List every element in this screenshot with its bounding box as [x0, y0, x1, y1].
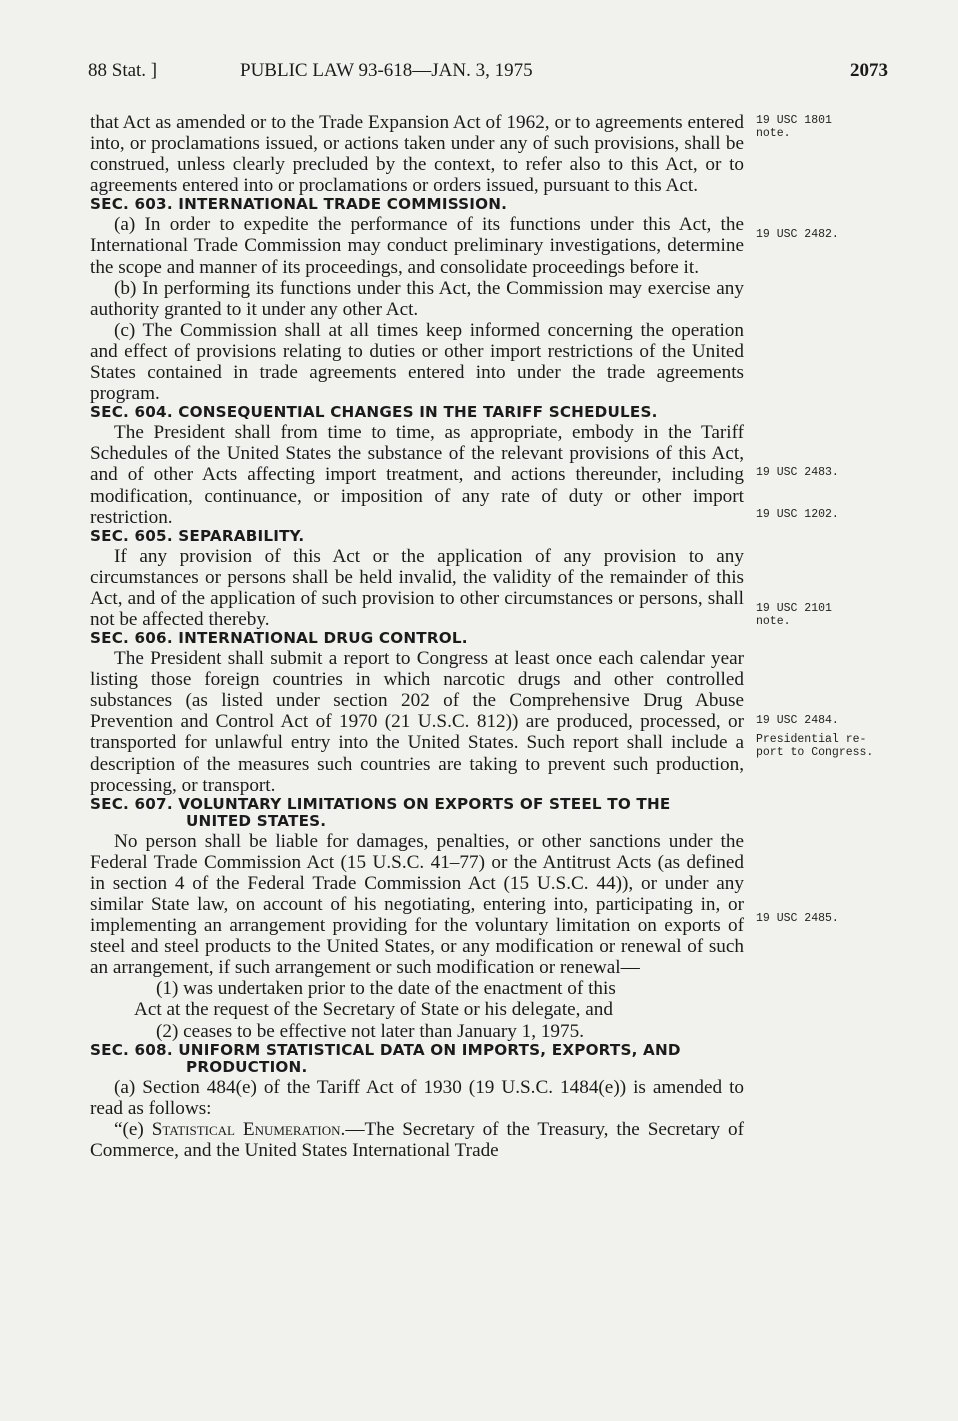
- section-604-text: The President shall from time to time, as appropriate, embody in the Tariff Schedules of the United States the substance of the relevant provisions of this Act, and of other Acts affecting import treatment, and actions thereunder, including modification, continuance, or imposition of any rate of duty or other import restriction.: [90, 422, 744, 528]
- margin-note-19usc2101: [756, 602, 906, 628]
- margin-note-line: note.: [756, 615, 791, 628]
- section-606-text: The President shall submit a report to Congress at least once each calendar year listing those foreign countries in which narcotic drugs and other controlled substances (as listed under section 202 of the Comprehensive Drug Abuse Prevention and Control Act of 1970 (21 U.S.C. 812)) are produced, processed, or transported for unlawful entry into the United States. Such report shall include a description of the measures such countries are taking to prevent such production, processing, or transport.: [90, 648, 744, 796]
- margin-note-19usc2484: [756, 714, 906, 727]
- margin-note-19usc1801: [756, 114, 906, 140]
- section-607-item-1-continued: Act at the request of the Secretary of State or his delegate, and: [134, 999, 613, 1021]
- section-605-heading: SEC. 605. SEPARABILITY.: [90, 526, 305, 545]
- margin-note-line: 19 USC 2483.: [756, 466, 839, 479]
- margin-note-19usc2482: [756, 228, 906, 241]
- margin-note-line: 19 USC 1202.: [756, 508, 839, 521]
- margin-note-19usc2485: [756, 912, 906, 925]
- margin-note-line: 19 USC 2482.: [756, 228, 839, 241]
- section-608-e-title: Statistical Enumeration: [151, 1118, 341, 1140]
- section-608-heading: [90, 1042, 744, 1076]
- margin-note-line: port to Congress.: [756, 746, 874, 759]
- section-607-item-1: [90, 978, 744, 999]
- page-number: 2073: [850, 60, 888, 81]
- section-603-heading: SEC. 603. INTERNATIONAL TRADE COMMISSION.: [90, 195, 508, 214]
- section-603-c: (c) The Commission shall at all times keep informed concerning the operation and effect of provisions relating to duties or other import restrictions of the United States contained in trade agreements entered into under the trade agreements program.: [90, 319, 744, 405]
- section-605-text: If any provision of this Act or the application of any provision to any circumstances or persons shall be held invalid, the validity of the remainder of this Act, and of the application of such provision to other circumstances or persons, shall not be affected thereby.: [90, 545, 744, 630]
- margin-note-line: 19 USC 1801: [756, 114, 832, 127]
- margin-note-line: Presidential re-: [756, 733, 867, 746]
- margin-note-line: 19 USC 2101: [756, 602, 832, 615]
- section-607-heading-line2: UNITED STATES.: [186, 811, 327, 830]
- section-604-heading: SEC. 604. CONSEQUENTIAL CHANGES IN THE TARIFF SCHEDULES.: [90, 403, 658, 422]
- section-608-e-text: .—The Secretary of the Treasury, the Secretary of Commerce, and the United States International Trade: [90, 1118, 745, 1161]
- section-607-heading-line1: SEC. 607. VOLUNTARY LIMITATIONS ON EXPORTS OF STEEL TO THE: [90, 794, 671, 813]
- margin-note-presidential-report: [756, 733, 906, 759]
- margin-note-19usc2483: [756, 466, 906, 479]
- margin-note-line: note.: [756, 127, 791, 140]
- running-title: PUBLIC LAW 93-618—JAN. 3, 1975: [240, 60, 533, 81]
- section-607-item-1-line1: (1) was undertaken prior to the date of the enactment of this: [156, 978, 616, 1000]
- section-608-heading-line1: SEC. 608. UNIFORM STATISTICAL DATA ON IMPORTS, EXPORTS, AND: [90, 1040, 681, 1059]
- section-606-heading: SEC. 606. INTERNATIONAL DRUG CONTROL.: [90, 629, 468, 648]
- margin-note-19usc1202: [756, 508, 906, 521]
- section-603-a: (a) In order to expedite the performance of its functions under this Act, the International Trade Commission may conduct preliminary investigations, determine the scope and manner of its proceedings, and consolidate proceedings before it.: [90, 214, 744, 278]
- section-607-text: No person shall be liable for damages, penalties, or other sanctions under the Federal Trade Commission Act (15 U.S.C. 41–77) or the Antitrust Acts (as defined in section 4 of the Federal Trade Commission Act (15 U.S.C. 44)), or under any similar State law, on account of his negotiating, entering into, participating in, or implementing an arrangement providing for the voluntary limitation on exports of steel and steel products to the United States, or any modification or renewal of such an arrangement, if such arrangement or such modification or renewal—: [90, 830, 744, 979]
- margin-note-line: 19 USC 2484.: [756, 714, 839, 727]
- main-text: [90, 112, 744, 1161]
- section-608-heading-line2: PRODUCTION.: [186, 1057, 308, 1076]
- section-607-heading: [90, 796, 744, 830]
- page-header: [88, 60, 888, 90]
- margin-note-line: 19 USC 2485.: [756, 912, 839, 925]
- section-608-a: (a) Section 484(e) of the Tariff Act of 1930 (19 U.S.C. 1484(e)) is amended to read as follows:: [90, 1076, 744, 1119]
- intro-paragraph: that Act as amended or to the Trade Expansion Act of 1962, or to agreements entered into, or proclamations issued, or actions taken under any of such provisions, shall be construed, unless clearly precluded by the context, to refer also to this Act, or to agreements entered into or proclamations or orders issued, pursuant to this Act.: [90, 112, 744, 197]
- section-607-item-2: (2) ceases to be effective not later than January 1, 1975.: [156, 1020, 584, 1042]
- section-608-e-prefix: “(e): [114, 1118, 152, 1140]
- statute-volume: 88 Stat. ]: [88, 60, 158, 81]
- section-608-e: [90, 1119, 744, 1161]
- section-603-b: (b) In performing its functions under this Act, the Commission may exercise any authority granted to it under any other Act.: [90, 277, 744, 320]
